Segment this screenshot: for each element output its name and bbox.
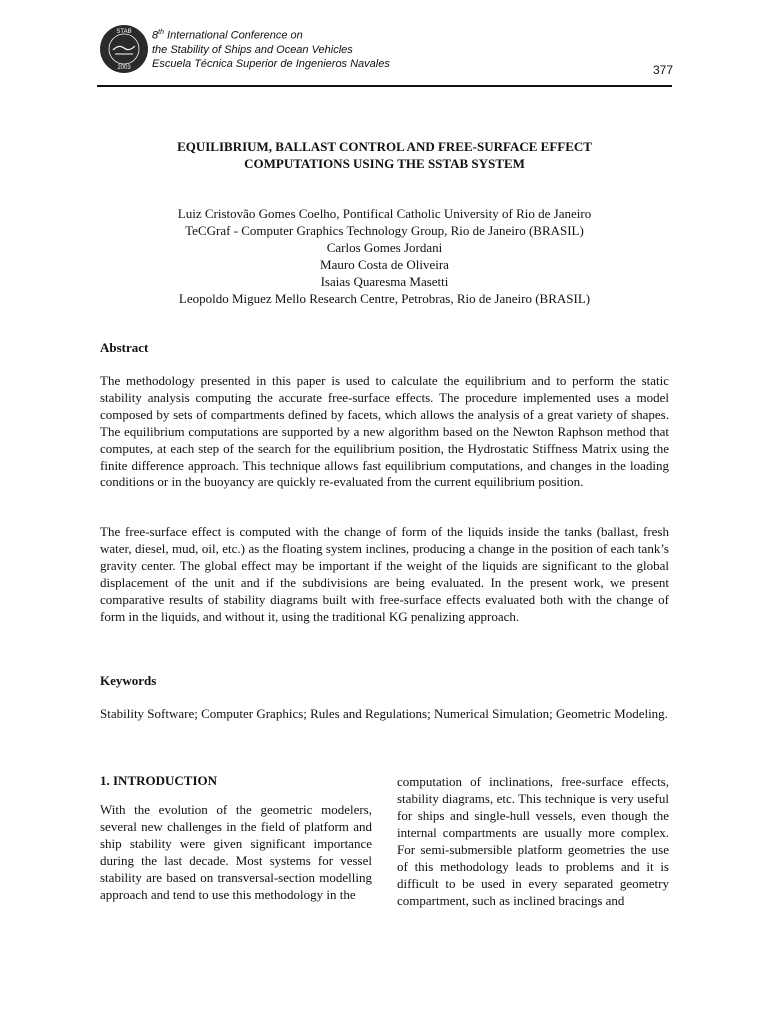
page-header [0, 0, 768, 90]
title-line-2: COMPUTATIONS USING THE SSTAB SYSTEM [244, 156, 525, 171]
conference-line-1: 8th International Conference on [152, 29, 303, 42]
conference-info [152, 26, 390, 71]
abstract-heading: Abstract [100, 340, 149, 355]
introduction-right-column: computation of inclinations, free-surface effects, stability diagrams, etc. This technique is very useful for ships and single-hull vessels, even though the internal compartments are usually more complex. For semi-submersible platform geometries the use of this methodology leads to problems and it is difficult to be used in every separated geometry compartment, such as inclined bracings and [397, 774, 669, 908]
author-line: Isaias Quaresma Masetti [320, 274, 449, 289]
abstract-paragraph-2: The free-surface effect is computed with the change of form of the liquids inside the tanks (ballast, fresh water, diesel, mud, oil, etc.) as the floating system inclines, producing a change in the position of each tank’s gravity center. The global effect may be important if the weight of the liquids are significant to the global displacement of the unit and if the subdivisions are being evaluated. In the present work, we present comparative results of stability diagrams built with free-surface effects evaluated both with the change of form in the liquids, and without it, using the traditional KG penalizing approach. [100, 524, 669, 624]
title-line-1: EQUILIBRIUM, BALLAST CONTROL AND FREE-SURFACE EFFECT [177, 139, 592, 154]
paper-title [97, 138, 672, 172]
conference-line-3: Escuela Técnica Superior de Ingenieros Navales [152, 57, 390, 70]
keywords-heading: Keywords [100, 673, 157, 688]
stab-logo-icon [99, 24, 149, 74]
header-rule [97, 85, 672, 87]
author-line: Luiz Cristovão Gomes Coelho, Pontifical Catholic University of Rio de Janeiro [177, 206, 592, 221]
author-line: Carlos Gomes Jordani [326, 240, 443, 255]
abstract-paragraph-1: The methodology presented in this paper is used to calculate the equilibrium and to perform the static stability analysis computing the accurate free-surface effects. The procedure implemented uses a model composed by sets of compartments defined by facets, which allows the analysis of a great variety of shapes. The equilibrium computations are supported by a new algorithm based on the Newton Raphson method that computes, at each step of the search for the equilibrium position, the Hydrostatic Stiffness Matrix using the finite difference approach. This technique allows fast equilibrium computations, and changes in the loading conditions or in the buoyancy are quickly re-evaluated from the current equilibrium position. [100, 373, 669, 490]
conference-line-2: the Stability of Ships and Ocean Vehicles [152, 43, 353, 56]
author-line: Mauro Costa de Oliveira [320, 257, 449, 272]
author-line: Leopoldo Miguez Mello Research Centre, Petrobras, Rio de Janeiro (BRASIL) [178, 291, 591, 306]
logo-text: STAB [116, 29, 132, 35]
author-list [97, 205, 672, 307]
keywords-text: Stability Software; Computer Graphics; Rules and Regulations; Numerical Simulation; Geometric Modeling. [100, 706, 668, 721]
page-number: 377 [652, 63, 673, 77]
logo-year: 2003 [117, 65, 131, 71]
introduction-left-column: With the evolution of the geometric modelers, several new challenges in the field of platform and ship stability were given significant importance during the last decade. Most systems for vessel stability are based on transversal-section modelling approach and tend to use this methodology in the [100, 802, 372, 902]
introduction-heading: 1. INTRODUCTION [100, 773, 218, 788]
author-line: TeCGraf - Computer Graphics Technology Group, Rio de Janeiro (BRASIL) [185, 223, 584, 238]
